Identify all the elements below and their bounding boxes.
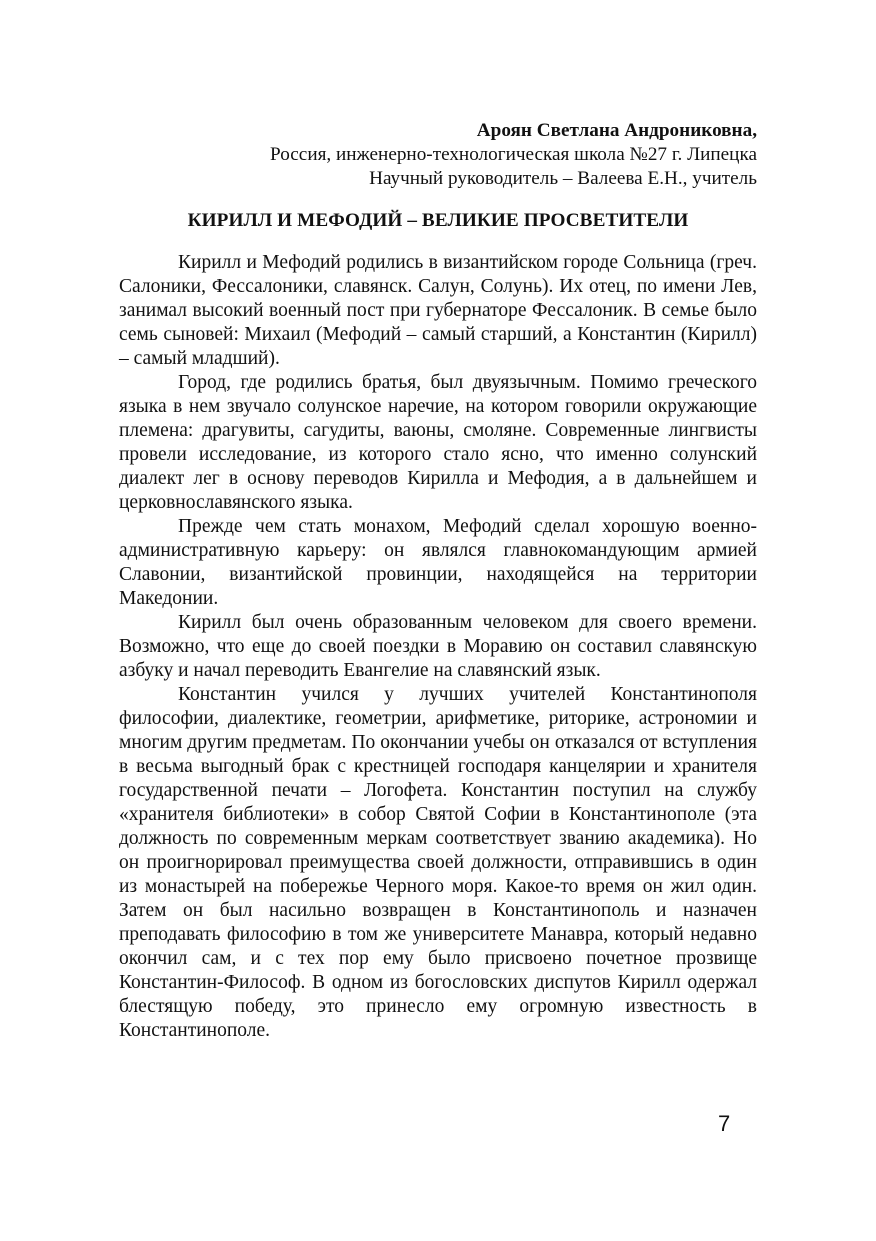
paragraph: Кирилл был очень образованным человеком для своего времени. Возможно, что еще до своей поездки в Моравию он составил славянскую азбуку и начал переводить Евангелие на славянский язык. bbox=[119, 612, 757, 681]
paragraph: Константин учился у лучших учителей Константинополя философии, диалектике, геометрии, арифметике, риторике, астрономии и многим другим предметам. По окончании учебы он отказался от вступления в весьма выгодный брак с крестницей господаря канцелярии и хранителя государственной печати – Логофета. Константин поступил на службу «хранителя библиотеки» в собор Святой Софии в Константинополе (эта должность по современным меркам соответствует званию академика). Но он проигнорировал преимущества своей должности, отправившись в один из монастырей на побережье Черного моря. Какое-то время он жил один. Затем он был насильно возвращен в Константинополь и назначен преподавать философию в том же университете Манавра, который недавно окончил сам, и с тех пор ему было присвоено почетное прозвище Константин-Философ. В одном из богословских диспутов Кирилл одержал блестящую победу, это принесло ему огромную известность в Константинополе. bbox=[119, 684, 757, 1041]
author-affiliation: Россия, инженерно-технологическая школа №27 г. Липецка bbox=[270, 144, 757, 165]
paragraph: Прежде чем стать монахом, Мефодий сделал хорошую военно-административную карьеру: он являлся главнокомандующим армией Славонии, византийской провинции, находящейся на территории Македонии. bbox=[119, 516, 757, 609]
document-page bbox=[119, 119, 757, 1043]
page-number: 7 bbox=[718, 1111, 731, 1136]
author-supervisor: Научный руководитель – Валеева Е.Н., учитель bbox=[369, 168, 757, 189]
paragraph: Город, где родились братья, был двуязычным. Помимо греческого языка в нем звучало солунское наречие, на котором говорили окружающие племена: драгувиты, сагудиты, ваюны, смоляне. Современные лингвисты провели исследование, из которого стало ясно, что именно солунский диалект лег в основу переводов Кирилла и Мефодия, а в дальнейшем и церковнославянского языка. bbox=[119, 372, 757, 513]
author-name: Ароян Светлана Андрониковна, bbox=[476, 120, 757, 141]
article-title: КИРИЛЛ И МЕФОДИЙ – ВЕЛИКИЕ ПРОСВЕТИТЕЛИ bbox=[187, 210, 689, 231]
paragraph: Кирилл и Мефодий родились в византийском городе Сольница (греч. Салоники, Фессалоники, славянск. Салун, Солунь). Их отец, по имени Лев, занимал высокий военный пост при губернаторе Фессалоник. В семье было семь сыновей: Михаил (Мефодий – самый старший, а Константин (Кирилл) – самый младший). bbox=[119, 252, 757, 369]
author-block bbox=[119, 119, 757, 191]
article-body bbox=[119, 251, 757, 1043]
